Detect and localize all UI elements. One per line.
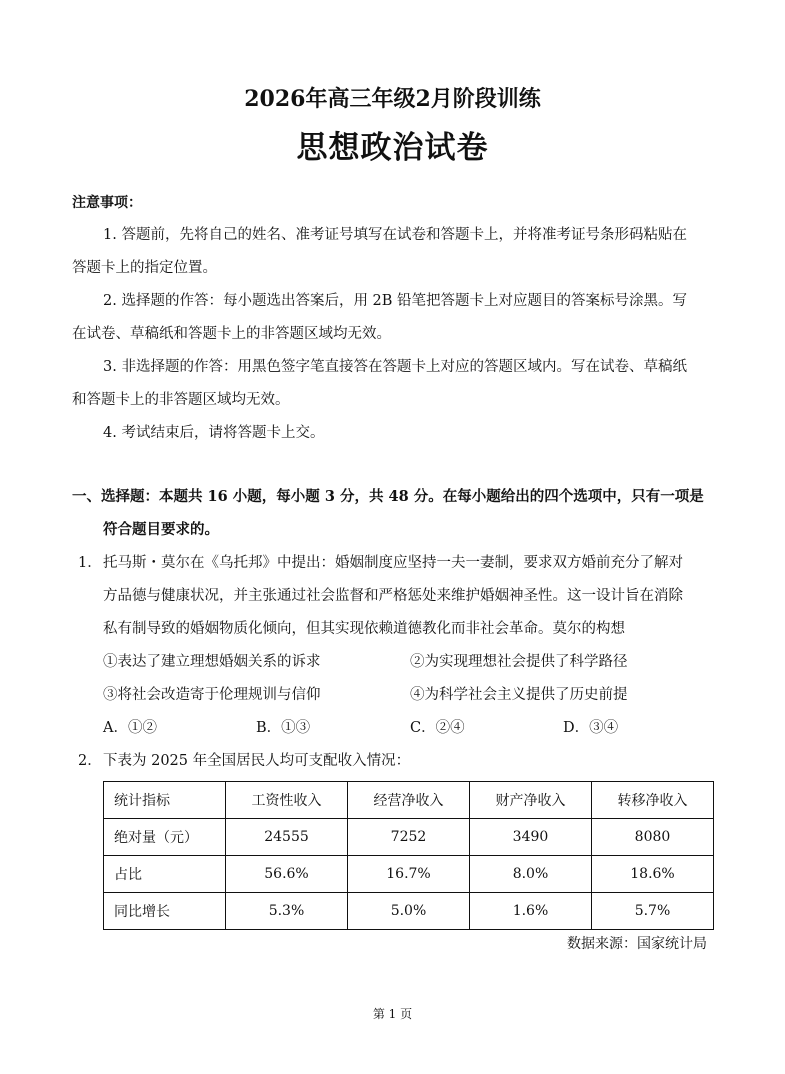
table-cell: 5.0% bbox=[348, 893, 470, 930]
table-cell: 16.7% bbox=[348, 856, 470, 893]
table-cell: 占比 bbox=[104, 856, 226, 893]
table-row bbox=[104, 893, 714, 930]
question-stem: 托马斯・莫尔在《乌托邦》中提出：婚姻制度应坚持一夫一妻制，要求双方婚前充分了解对 bbox=[103, 555, 683, 571]
table-cell: 8.0% bbox=[470, 856, 592, 893]
table-header-cell: 转移净收入 bbox=[592, 782, 714, 819]
table-cell: 8080 bbox=[592, 819, 714, 856]
table-row bbox=[104, 856, 714, 893]
notice-line: 和答题卡上的非答题区域均无效。 bbox=[72, 392, 290, 408]
option-c: C．②④ bbox=[410, 720, 465, 736]
section-heading-cont: 符合题目要求的。 bbox=[103, 521, 219, 538]
table-header-row bbox=[104, 782, 714, 819]
table-cell: 5.7% bbox=[592, 893, 714, 930]
table-header-cell: 经营净收入 bbox=[348, 782, 470, 819]
notice-heading: 注意事项： bbox=[72, 195, 142, 211]
notice-line: 在试卷、草稿纸和答题卡上的非答题区域均无效。 bbox=[72, 326, 391, 342]
table-header-cell: 工资性收入 bbox=[226, 782, 348, 819]
statement-4: ④为科学社会主义提供了历史前提 bbox=[410, 687, 628, 703]
table-cell: 1.6% bbox=[470, 893, 592, 930]
exam-title: 2026年高三年级2月阶段训练 bbox=[244, 86, 541, 112]
question-stem: 下表为 2025 年全国居民人均可支配收入情况： bbox=[103, 753, 411, 769]
statement-2: ②为实现理想社会提供了科学路径 bbox=[410, 654, 628, 670]
option-d: D．③④ bbox=[563, 720, 619, 736]
table-header-cell: 财产净收入 bbox=[470, 782, 592, 819]
statement-3: ③将社会改造寄于伦理规训与信仰 bbox=[103, 687, 321, 703]
notice-line: 答题卡上的指定位置。 bbox=[72, 260, 217, 276]
question-number: 1． bbox=[78, 555, 102, 571]
notice-line: 3. 非选择题的作答：用黑色签字笔直接答在答题卡上对应的答题区域内。写在试卷、草稿纸 bbox=[103, 359, 687, 375]
table-cell: 绝对量（元） bbox=[104, 819, 226, 856]
question-stem: 方品德与健康状况，并主张通过社会监督和严格惩处来维护婚姻神圣性。这一设计旨在消除 bbox=[103, 588, 683, 604]
table-cell: 5.3% bbox=[226, 893, 348, 930]
notice-line: 4. 考试结束后，请将答题卡上交。 bbox=[103, 425, 325, 441]
table-cell: 同比增长 bbox=[104, 893, 226, 930]
notice-line: 1. 答题前，先将自己的姓名、准考证号填写在试卷和答题卡上，并将准考证号条形码粘贴在 bbox=[103, 227, 687, 243]
option-a: A．①② bbox=[103, 720, 157, 736]
table-cell: 56.6% bbox=[226, 856, 348, 893]
notice-line: 2. 选择题的作答：每小题选出答案后，用 2B 铅笔把答题卡上对应题目的答案标号涂黑。写 bbox=[103, 293, 688, 309]
page-number: 第 1 页 bbox=[372, 1007, 413, 1021]
table-cell: 3490 bbox=[470, 819, 592, 856]
table-row bbox=[104, 819, 714, 856]
data-source: 数据来源：国家统计局 bbox=[567, 936, 707, 952]
income-table bbox=[103, 781, 714, 930]
question-stem: 私有制导致的婚姻物质化倾向，但其实现依赖道德教化而非社会革命。莫尔的构想 bbox=[103, 621, 625, 637]
table-cell: 18.6% bbox=[592, 856, 714, 893]
section-heading: 一、选择题：本题共 16 小题，每小题 3 分，共 48 分。在每小题给出的四个选项中，只有一项是 bbox=[72, 488, 704, 505]
statement-1: ①表达了建立理想婚姻关系的诉求 bbox=[103, 654, 321, 670]
option-b: B．①③ bbox=[256, 720, 311, 736]
table-cell: 7252 bbox=[348, 819, 470, 856]
table-cell: 24555 bbox=[226, 819, 348, 856]
question-number: 2． bbox=[78, 753, 102, 769]
subject-title: 思想政治试卷 bbox=[296, 130, 489, 166]
table-header-cell: 统计指标 bbox=[104, 782, 226, 819]
